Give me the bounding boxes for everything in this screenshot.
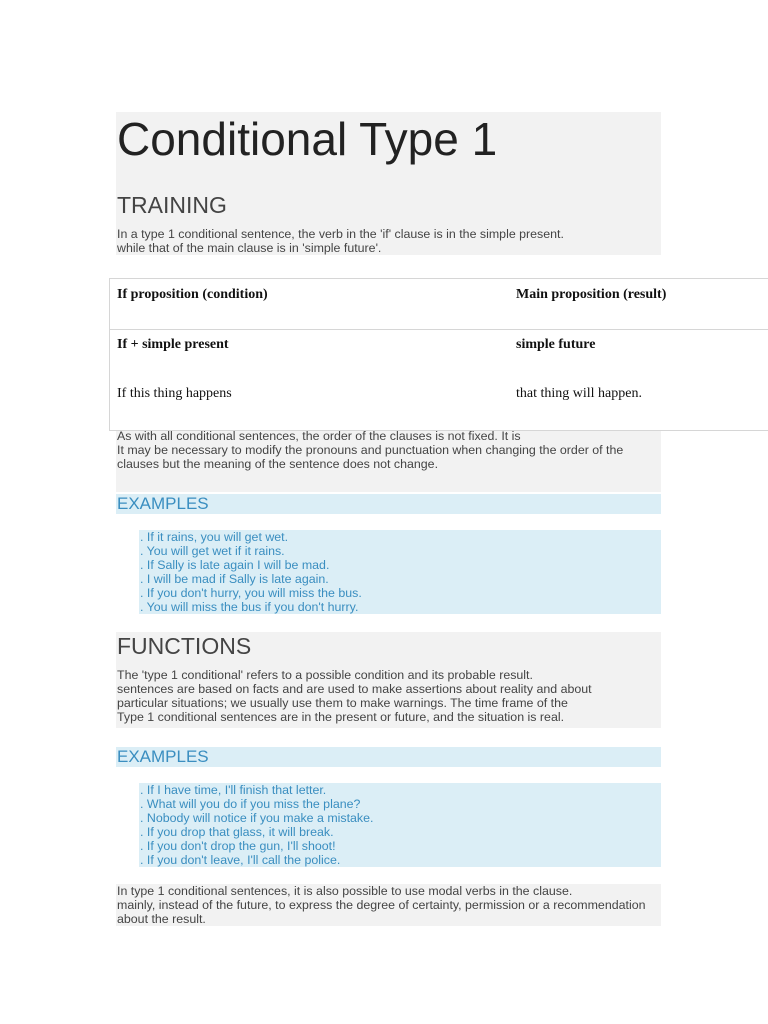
training-text — [117, 227, 657, 255]
list-item: . If you don't hurry, you will miss the bus. — [140, 586, 362, 600]
list-item: . If you don't leave, I'll call the police. — [140, 853, 341, 867]
order-note-line: clauses but the meaning of the sentence does not change. — [117, 457, 439, 471]
order-note-line: As with all conditional sentences, the order of the clauses is not fixed. It is — [117, 429, 521, 443]
table-cell: simple future — [516, 337, 596, 352]
examples-heading-1 — [116, 494, 661, 514]
order-note-line: It may be necessary to modify the pronouns and punctuation when changing the order of the — [117, 443, 624, 457]
list-item: . If it rains, you will get wet. — [140, 530, 289, 544]
list-item: . Nobody will notice if you make a mistake. — [140, 811, 374, 825]
table-divider — [110, 329, 768, 330]
functions-line: sentences are based on facts and are used to make assertions about reality and about — [117, 682, 592, 696]
functions-text — [117, 668, 657, 724]
modal-note-line: mainly, instead of the future, to express the degree of certainty, permission or a recommendation — [117, 898, 646, 912]
page-title: Conditional Type 1 — [117, 113, 498, 165]
modal-note-text — [117, 884, 657, 926]
functions-line: particular situations; we usually use them to make warnings. The time frame of the — [117, 696, 568, 710]
examples-heading-label: EXAMPLES — [117, 494, 209, 513]
list-item: . If you don't drop the gun, I'll shoot! — [140, 839, 336, 853]
examples-list-2 — [139, 783, 661, 867]
examples-heading-2 — [116, 747, 661, 767]
examples-heading-label: EXAMPLES — [117, 747, 209, 766]
list-item: . You will miss the bus if you don't hurry. — [140, 600, 359, 614]
modal-note-line: about the result. — [117, 912, 206, 926]
modal-note-line: In type 1 conditional sentences, it is also possible to use modal verbs in the clause. — [117, 884, 573, 898]
list-item: . I will be mad if Sally is late again. — [140, 572, 329, 586]
table-cell: that thing will happen. — [516, 386, 642, 401]
table-header-result: Main proposition (result) — [516, 287, 667, 302]
table-header-condition: If proposition (condition) — [117, 287, 268, 302]
list-item: . You will get wet if it rains. — [140, 544, 285, 558]
training-line: In a type 1 conditional sentence, the verb in the 'if' clause is in the simple present. — [117, 227, 564, 241]
functions-heading: FUNCTIONS — [117, 633, 252, 659]
list-item: . If you drop that glass, it will break. — [140, 825, 334, 839]
list-item: . If Sally is late again I will be mad. — [140, 558, 330, 572]
examples-list-1 — [139, 530, 661, 614]
training-line: while that of the main clause is in 'simple future'. — [117, 241, 382, 255]
functions-line: The 'type 1 conditional' refers to a possible condition and its probable result. — [117, 668, 533, 682]
table-cell: If this thing happens — [117, 386, 232, 401]
training-heading: TRAINING — [117, 192, 227, 218]
order-note-text — [117, 429, 657, 471]
list-item: . What will you do if you miss the plane? — [140, 797, 361, 811]
list-item: . If I have time, I'll finish that letter. — [140, 783, 327, 797]
conditional-table — [109, 278, 768, 431]
table-cell: If + simple present — [117, 337, 229, 352]
functions-line: Type 1 conditional sentences are in the present or future, and the situation is real. — [117, 710, 565, 724]
